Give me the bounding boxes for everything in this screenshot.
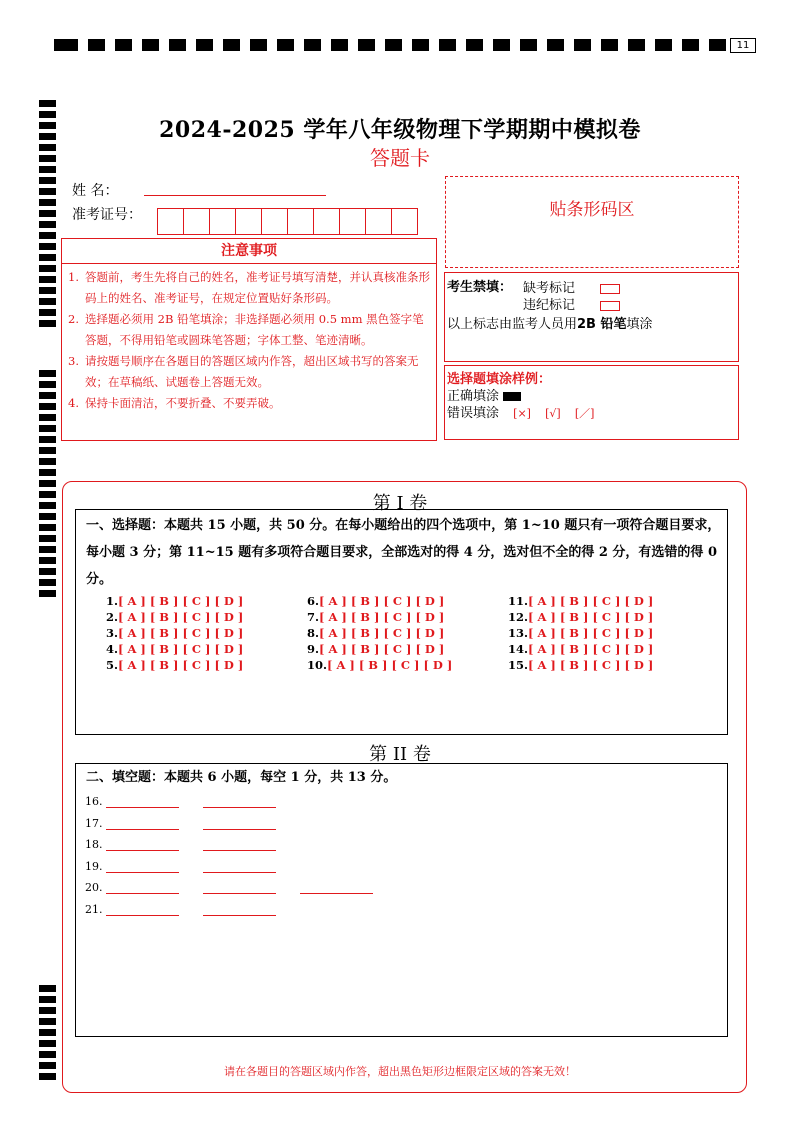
choice-question[interactable] [307,626,444,640]
choice-number: 4. [106,642,119,656]
choice-number: 13. [508,626,529,640]
choice-options[interactable]: [ A ] [ B ] [ C ] [ D ] [118,658,244,672]
fill-question-number: 20. [85,881,103,894]
notice-item-text: 答题前，考生先将自己的姓名，准考证号填写清楚，并认真核准条形码上的姓名、准考证号，在规定位置贴好条形码。 [85,270,430,305]
timing-mark [39,414,56,421]
fill-blank[interactable] [106,872,179,873]
timing-mark [682,39,699,51]
timing-mark [39,458,56,465]
id-digit-box[interactable] [157,208,184,235]
timing-mark [39,590,56,597]
timing-mark [331,39,348,51]
id-label: 准考证号： [72,207,142,223]
timing-mark [39,985,56,992]
fill-blank[interactable] [106,915,179,916]
timing-mark [39,425,56,432]
timing-mark [574,39,591,51]
choice-number: 8. [307,626,320,640]
id-digit-box[interactable] [209,208,236,235]
timing-mark [439,39,456,51]
choice-number: 3. [106,626,119,640]
choice-question[interactable] [106,642,243,656]
violation-mark-box[interactable] [600,301,620,311]
id-digit-box[interactable] [391,208,418,235]
timing-mark [39,1051,56,1058]
fill-sample-box [444,365,739,440]
id-number-boxes[interactable] [157,208,417,235]
fill-blank[interactable] [300,893,373,894]
timing-mark [358,39,375,51]
notice-item-number: 2. [68,312,79,326]
timing-mark [39,100,56,107]
timing-mark [709,39,726,51]
timing-mark [547,39,564,51]
choice-options[interactable]: [ A ] [ B ] [ C ] [ D ] [319,642,445,656]
timing-mark [39,309,56,316]
section-2-instructions: 二、填空题：本题共 6 小题，每空 1 分，共 13 分。 [86,770,397,785]
volume-1-title: 第 I 卷 [372,493,428,514]
choice-question[interactable] [307,658,452,672]
sample-title: 选择题填涂样例： [447,372,552,387]
choice-options[interactable]: [ A ] [ B ] [ C ] [ D ] [528,610,654,624]
page-subtitle: 答题卡 [370,146,430,170]
fill-blank[interactable] [203,872,276,873]
id-digit-box[interactable] [261,208,288,235]
timing-mark [39,188,56,195]
section-1-instructions: 一、选择题：本题共 15 小题，共 50 分。在每小题给出的四个选项中，第 1~10 题只有一项符合题目要求，每小题 3 分；第 11~15 题有多项符合题目要求，全部选对的得 4 分，选对但不全的得 2 分，有选错的得 0 分。 [86,518,721,587]
wrong-mark-cross: [×] [513,407,531,420]
notice-item [68,309,430,351]
timing-mark [493,39,510,51]
timing-mark [39,254,56,261]
footer-note: 请在各题目的答题区域内作答，超出黑色矩形边框限定区域的答案无效！ [224,1065,576,1078]
choice-question[interactable] [106,610,243,624]
choice-options[interactable]: [ A ] [ B ] [ C ] [ D ] [528,626,654,640]
choice-question[interactable] [508,594,653,608]
timing-mark [223,39,240,51]
timing-mark [39,1029,56,1036]
sample-wrong: 错误填涂 [×] [√] [／] [447,406,595,421]
timing-mark [466,39,483,51]
notice-item-number: 3. [68,354,79,368]
notice-item [68,351,430,393]
absent-mark-box[interactable] [600,284,620,294]
fill-question-number: 17. [85,816,103,830]
timing-mark [54,39,78,51]
choice-options[interactable]: [ A ] [ B ] [ C ] [ D ] [327,658,453,672]
timing-mark [39,447,56,454]
choice-question[interactable] [106,658,243,672]
choice-options[interactable]: [ A ] [ B ] [ C ] [ D ] [319,626,445,640]
forbid-note: 以上标志由监考人员用2B 铅笔填涂 [447,317,653,332]
fill-blank[interactable] [203,893,276,894]
timing-mark [142,39,159,51]
wrong-mark-slash: [／] [574,407,595,420]
choice-number: 5. [106,658,119,672]
choice-number: 11. [508,594,529,608]
choice-options[interactable]: [ A ] [ B ] [ C ] [ D ] [319,610,445,624]
timing-mark [412,39,429,51]
correct-fill-mark [503,392,521,401]
notice-item [68,393,430,414]
timing-mark [39,524,56,531]
barcode-label: 贴条形码区 [549,200,635,220]
choice-options[interactable]: [ A ] [ B ] [ C ] [ D ] [319,594,445,608]
choice-number: 2. [106,610,119,624]
notice-item-text: 选择题必须用 2B 铅笔填涂；非选择题必须用 0.5 mm 黑色签字笔答题，不得用铅笔或圆珠笔答题；字体工整、笔迹清晰。 [85,312,424,347]
timing-mark [250,39,267,51]
timing-mark [169,39,186,51]
timing-mark [39,469,56,476]
notice-box [61,238,437,441]
timing-mark [39,221,56,228]
choice-options[interactable]: [ A ] [ B ] [ C ] [ D ] [118,610,244,624]
choice-question[interactable] [508,626,653,640]
choice-options[interactable]: [ A ] [ B ] [ C ] [ D ] [118,626,244,640]
choice-question[interactable] [307,642,444,656]
fill-blank[interactable] [106,850,179,851]
absent-mark-label: 缺考标记 [523,277,620,296]
timing-mark [39,480,56,487]
timing-mark [39,210,56,217]
barcode-area [445,176,739,268]
choice-question[interactable] [508,658,653,672]
timing-mark [39,996,56,1003]
id-digit-box[interactable] [313,208,340,235]
timing-mark [39,370,56,377]
id-digit-box[interactable] [235,208,262,235]
sample-correct: 正确填涂 [447,385,521,404]
timing-mark [655,39,672,51]
timing-mark [39,232,56,239]
timing-mark [88,39,105,51]
timing-mark [39,199,56,206]
choice-question[interactable] [307,594,444,608]
fill-question-number: 18. [85,838,103,851]
choice-options[interactable]: [ A ] [ B ] [ C ] [ D ] [528,658,654,672]
page-number: 11 [730,38,756,53]
notice-item [68,267,430,309]
choice-question[interactable] [508,642,653,656]
timing-marks-top [54,39,754,51]
timing-mark [39,535,56,542]
name-field[interactable] [144,195,326,196]
choice-options[interactable]: [ A ] [ B ] [ C ] [ D ] [528,642,654,656]
timing-mark [39,381,56,388]
timing-mark [39,557,56,564]
fill-question-number: 21. [85,902,103,916]
choice-options[interactable]: [ A ] [ B ] [ C ] [ D ] [118,594,244,608]
notice-item-text: 请按题号顺序在各题目的答题区域内作答，超出区域书写的答案无效；在草稿纸、试题卷上答题无效。 [85,354,419,389]
choice-number: 7. [307,610,320,624]
notice-items [68,267,430,414]
timing-mark [39,436,56,443]
timing-mark [39,1040,56,1047]
timing-mark [39,177,56,184]
timing-mark [39,546,56,553]
timing-mark [628,39,645,51]
page-title: 2024-2025 学年八年级物理下学期期中模拟卷 [159,117,641,143]
choice-options[interactable]: [ A ] [ B ] [ C ] [ D ] [528,594,654,608]
timing-mark [39,579,56,586]
volume-2-title: 第 II 卷 [369,744,431,765]
choice-question[interactable] [106,626,243,640]
timing-mark [39,298,56,305]
section-2-box [75,763,728,1037]
fill-blank[interactable] [203,915,276,916]
timing-mark [39,287,56,294]
violation-mark-label: 违纪标记 [523,294,620,313]
choice-number: 14. [508,642,529,656]
timing-mark [39,276,56,283]
choice-question[interactable] [508,610,653,624]
choice-number: 6. [307,594,320,608]
id-digit-box[interactable] [365,208,392,235]
name-label: 姓 名： [72,183,119,199]
notice-item-number: 1. [68,270,79,284]
timing-mark [39,243,56,250]
choice-question[interactable] [307,610,444,624]
timing-mark [277,39,294,51]
wrong-mark-check: [√] [545,407,561,420]
timing-mark [520,39,537,51]
timing-marks-left [39,100,56,1080]
timing-mark [115,39,132,51]
timing-mark [39,403,56,410]
timing-mark [39,1018,56,1025]
timing-mark [39,265,56,272]
timing-mark [385,39,402,51]
notice-header: 注意事项 [62,239,436,264]
choice-options[interactable]: [ A ] [ B ] [ C ] [ D ] [118,642,244,656]
timing-mark [39,568,56,575]
fill-question-number: 16. [85,795,103,808]
fill-blank[interactable] [106,807,179,808]
choice-question[interactable] [106,594,243,608]
timing-mark [39,392,56,399]
examiner-only-box [444,272,739,362]
id-digit-box[interactable] [339,208,366,235]
timing-mark [39,320,56,327]
timing-mark [601,39,618,51]
choice-number: 1. [106,594,119,608]
timing-mark [304,39,321,51]
fill-question-number: 19. [85,859,103,873]
choice-number: 10. [307,658,328,672]
timing-mark [39,1007,56,1014]
notice-item-number: 4. [68,396,79,410]
timing-mark [196,39,213,51]
choice-number: 15. [508,658,529,672]
fill-blank[interactable] [203,829,276,830]
fill-blank[interactable] [203,807,276,808]
fill-blank[interactable] [203,850,276,851]
forbid-label: 考生禁填： [447,280,513,295]
fill-blank[interactable] [106,893,179,894]
id-digit-box[interactable] [183,208,210,235]
choice-number: 9. [307,642,320,656]
notice-item-text: 保持卡面清洁，不要折叠、不要弄破。 [85,396,281,410]
fill-blank[interactable] [106,829,179,830]
choice-number: 12. [508,610,529,624]
id-digit-box[interactable] [287,208,314,235]
